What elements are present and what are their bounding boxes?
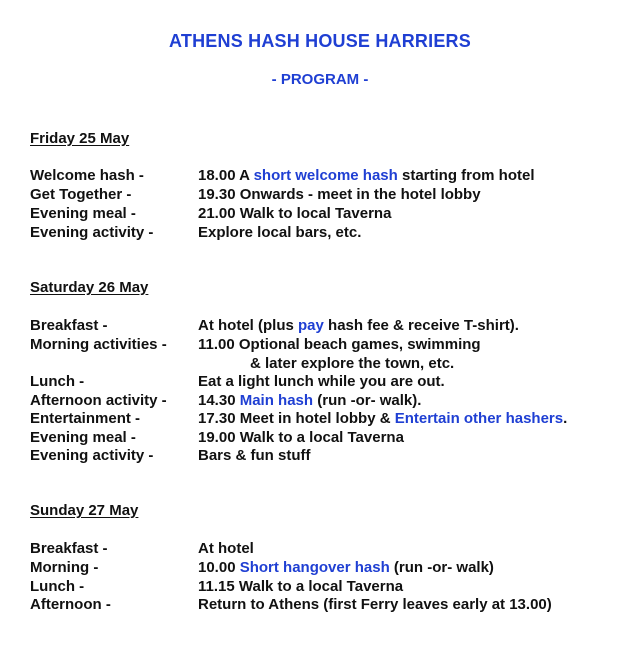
schedule-row (30, 204, 626, 223)
activity-label: Evening meal - (30, 205, 136, 222)
schedule-row (30, 595, 626, 614)
activity-description: 21.00 Walk to local Taverna (198, 205, 392, 222)
activity-description: 14.30 Main hash (run -or- walk). (198, 392, 422, 409)
activity-description: Explore local bars, etc. (198, 224, 362, 241)
page-title: ATHENS HASH HOUSE HARRIERS (169, 31, 471, 51)
highlighted-text: Short hangover hash (239, 559, 390, 576)
highlighted-text: Main hash (239, 392, 314, 409)
activity-label: Lunch - (30, 578, 85, 595)
activity-description: 11.00 Optional beach games, swimming (198, 336, 481, 353)
schedule-row (30, 372, 626, 391)
highlighted-text: short welcome hash (253, 167, 398, 184)
activity-description: Bars & fun stuff (198, 447, 311, 464)
schedule-row (30, 539, 626, 558)
highlighted-text: Entertain other hashers (394, 410, 564, 427)
activity-label: Breakfast - (30, 317, 108, 334)
day-heading-friday: Friday 25 May (30, 130, 130, 147)
activity-label: Morning - (30, 559, 99, 576)
schedule-row (30, 223, 626, 242)
activity-description: & later explore the town, etc. (250, 355, 455, 372)
schedule-row (30, 446, 626, 465)
day-heading-saturday: Saturday 26 May (30, 279, 149, 296)
activity-description: 17.30 Meet in hotel lobby & Entertain other hashers. (198, 410, 568, 427)
activity-description: 19.30 Onwards - meet in the hotel lobby (198, 186, 481, 203)
activity-description: 19.00 Walk to a local Taverna (198, 429, 404, 446)
activity-label: Afternoon - (30, 596, 111, 613)
day-heading-sunday: Sunday 27 May (30, 502, 139, 519)
activity-label: Evening meal - (30, 429, 136, 446)
schedule-row-continuation (30, 354, 626, 373)
schedule-row (30, 558, 626, 577)
activity-label: Morning activities - (30, 336, 167, 353)
activity-label: Evening activity - (30, 224, 154, 241)
activity-description: 18.00 A short welcome hash starting from hotel (198, 167, 535, 184)
schedule-row (30, 166, 626, 185)
schedule-row (30, 185, 626, 204)
activity-label: Entertainment - (30, 410, 141, 427)
activity-description: 10.00 Short hangover hash (run -or- walk) (198, 559, 494, 576)
activity-label: Evening activity - (30, 447, 154, 464)
activity-description: 11.15 Walk to a local Taverna (198, 578, 404, 595)
schedule-row (30, 577, 626, 596)
activity-description: At hotel (plus pay hash fee & receive T-shirt). (198, 317, 519, 334)
schedule-row (30, 409, 626, 428)
schedule-row (30, 428, 626, 447)
highlighted-text: pay (298, 317, 324, 334)
activity-description: At hotel (198, 540, 254, 557)
page-subtitle: - PROGRAM - (271, 71, 369, 88)
activity-label: Breakfast - (30, 540, 108, 557)
activity-description: Eat a light lunch while you are out. (198, 373, 445, 390)
activity-label: Afternoon activity - (30, 392, 167, 409)
activity-label: Lunch - (30, 373, 85, 390)
activity-description: Return to Athens (first Ferry leaves early at 13.00) (198, 596, 552, 613)
activity-label: Get Together - (30, 186, 132, 203)
schedule-row (30, 335, 626, 354)
activity-label: Welcome hash - (30, 167, 144, 184)
schedule-row (30, 391, 626, 410)
schedule-row (30, 316, 626, 335)
